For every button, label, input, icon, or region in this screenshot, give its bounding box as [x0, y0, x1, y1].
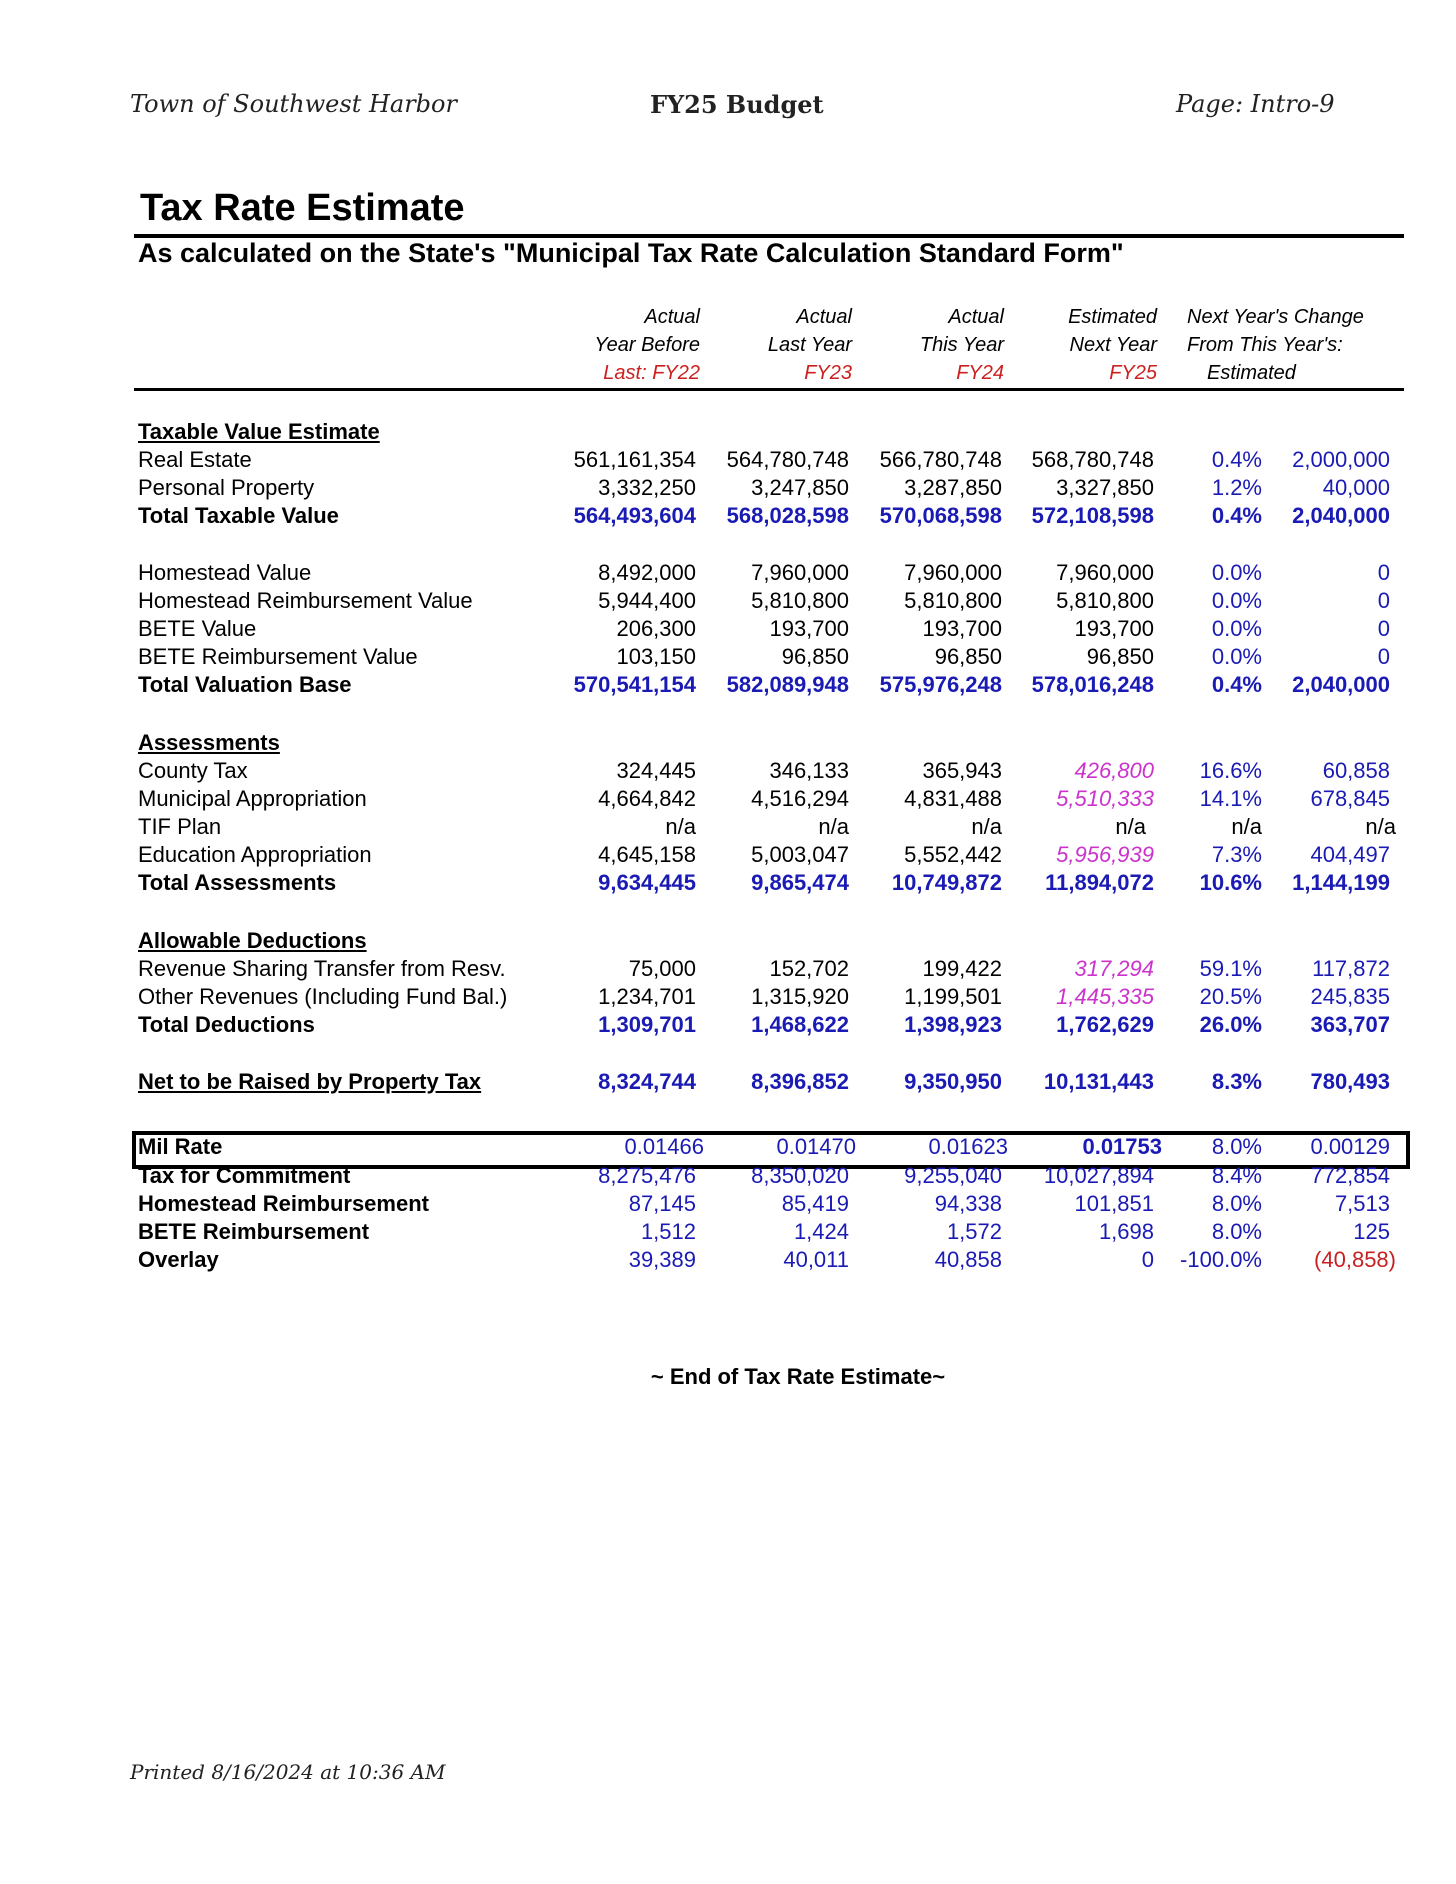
- cell-fy22: 75,000: [628, 956, 696, 981]
- cell-change-amt: n/a: [1365, 814, 1396, 839]
- cell-change-pct: 8.0%: [1211, 1219, 1262, 1244]
- cell-fy22: 1,234,701: [598, 984, 696, 1009]
- row-label: Real Estate: [138, 447, 252, 472]
- cell-change-amt: 2,040,000: [1292, 503, 1390, 528]
- cell-change-pct: 8.0%: [1211, 1134, 1262, 1159]
- cell-change-pct: 0.0%: [1211, 616, 1262, 641]
- printed-timestamp: Printed 8/16/2024 at 10:36 AM: [130, 1760, 446, 1784]
- cell-fy24: 193,700: [922, 616, 1002, 641]
- cell-fy25: 5,510,333: [1056, 786, 1154, 811]
- cell-fy24: 10,749,872: [891, 870, 1002, 895]
- cell-change-amt: 772,854: [1310, 1163, 1390, 1188]
- cell-change-amt: 0: [1377, 644, 1390, 669]
- cell-fy25: 578,016,248: [1031, 672, 1154, 697]
- table-row: [0, 813, 1456, 841]
- page-subtitle: As calculated on the State's "Municipal Tax Rate Calculation Standard Form": [138, 238, 1124, 268]
- cell-fy23: 8,350,020: [751, 1163, 849, 1188]
- cell-fy25: 317,294: [1074, 956, 1154, 981]
- cell-change-amt: 0: [1377, 616, 1390, 641]
- row-label: Homestead Reimbursement Value: [138, 588, 473, 613]
- header-rule: [134, 388, 1404, 391]
- table-row: [0, 983, 1456, 1011]
- cell-change-amt: 363,707: [1310, 1012, 1390, 1037]
- cell-fy24: 5,552,442: [904, 842, 1002, 867]
- cell-fy22: 570,541,154: [573, 672, 696, 697]
- cell-fy25: 193,700: [1074, 616, 1154, 641]
- col-header-change: Next Year's Change From This Year's: Estimated: [1187, 306, 1364, 384]
- cell-fy24: 0.01623: [928, 1134, 1008, 1159]
- row-label: Education Appropriation: [138, 842, 372, 867]
- cell-change-amt: 245,835: [1310, 984, 1390, 1009]
- row-label: Other Revenues (Including Fund Bal.): [138, 984, 508, 1009]
- cell-change-amt: 0: [1377, 588, 1390, 613]
- cell-change-pct: 0.4%: [1211, 672, 1262, 697]
- cell-fy24: 1,398,923: [904, 1012, 1002, 1037]
- section-heading: Assessments: [138, 730, 280, 755]
- cell-fy24: 9,255,040: [904, 1163, 1002, 1188]
- col-header-fy23: Actual Last Year FY23: [767, 306, 852, 384]
- row-label: Total Deductions: [138, 1012, 315, 1037]
- total-row: [0, 671, 1456, 699]
- cell-fy23: 152,702: [769, 956, 849, 981]
- cell-fy25: 5,956,939: [1056, 842, 1154, 867]
- cell-fy23: 1,315,920: [751, 984, 849, 1009]
- total-row: [0, 502, 1456, 530]
- table-row: [0, 955, 1456, 983]
- table-row: [0, 615, 1456, 643]
- cell-change-pct: 10.6%: [1199, 870, 1262, 895]
- row-label: Revenue Sharing Transfer from Resv.: [138, 956, 506, 981]
- cell-fy23: 9,865,474: [751, 870, 849, 895]
- cell-fy22: 5,944,400: [598, 588, 696, 613]
- table-row: [0, 1218, 1456, 1246]
- cell-fy23: 346,133: [769, 758, 849, 783]
- cell-fy24: 7,960,000: [904, 560, 1002, 585]
- cell-fy25: 10,027,894: [1043, 1163, 1154, 1188]
- cell-fy25: 0.01753: [1082, 1134, 1162, 1159]
- net-row: [0, 1068, 1456, 1096]
- cell-fy22: 87,145: [628, 1191, 696, 1216]
- cell-fy22: 564,493,604: [573, 503, 696, 528]
- cell-change-amt: 117,872: [1312, 956, 1390, 981]
- header-page-number: Page: Intro-9: [1176, 90, 1335, 118]
- table-row: [0, 1246, 1456, 1274]
- cell-fy25: 1,445,335: [1056, 984, 1154, 1009]
- cell-fy25: 11,894,072: [1045, 870, 1154, 895]
- section-assessments: [0, 729, 1456, 757]
- cell-change-pct: 0.0%: [1211, 588, 1262, 613]
- header-town: Town of Southwest Harbor: [130, 90, 457, 118]
- table-row: [0, 841, 1456, 869]
- row-label: Mil Rate: [138, 1134, 223, 1159]
- table-row: [0, 643, 1456, 671]
- section-heading: Allowable Deductions: [138, 928, 367, 953]
- cell-fy22: 561,161,354: [573, 447, 696, 472]
- row-label: Total Valuation Base: [138, 672, 352, 697]
- row-label: BETE Value: [138, 616, 257, 641]
- cell-fy25: 568,780,748: [1031, 447, 1154, 472]
- total-row: [0, 869, 1456, 897]
- cell-fy22: 8,324,744: [598, 1069, 696, 1094]
- cell-change-pct: n/a: [1231, 814, 1262, 839]
- cell-fy24: n/a: [971, 814, 1002, 839]
- cell-fy23: 5,810,800: [751, 588, 849, 613]
- cell-change-amt: 125: [1353, 1219, 1390, 1244]
- cell-fy25: n/a: [1115, 814, 1146, 839]
- cell-fy25: 1,762,629: [1056, 1012, 1154, 1037]
- cell-change-amt: 780,493: [1310, 1069, 1390, 1094]
- cell-fy23: 0.01470: [776, 1134, 856, 1159]
- cell-fy24: 9,350,950: [904, 1069, 1002, 1094]
- cell-change-pct: 8.3%: [1211, 1069, 1262, 1094]
- cell-fy22: 39,389: [628, 1247, 696, 1272]
- cell-change-pct: 26.0%: [1199, 1012, 1262, 1037]
- cell-change-amt: 40,000: [1322, 475, 1390, 500]
- cell-fy23: 5,003,047: [751, 842, 849, 867]
- page-title: Tax Rate Estimate: [140, 187, 465, 229]
- cell-change-amt: 404,497: [1310, 842, 1390, 867]
- cell-fy24: 199,422: [922, 956, 1002, 981]
- row-label: Homestead Value: [138, 560, 312, 585]
- row-label: County Tax: [138, 758, 248, 783]
- row-label: Personal Property: [138, 475, 315, 500]
- cell-fy24: 3,287,850: [904, 475, 1002, 500]
- cell-fy22: 4,645,158: [598, 842, 696, 867]
- cell-change-pct: 0.0%: [1211, 560, 1262, 585]
- cell-fy22: 324,445: [616, 758, 696, 783]
- cell-change-amt: (40,858): [1314, 1247, 1396, 1272]
- cell-fy23: 7,960,000: [751, 560, 849, 585]
- cell-change-pct: 20.5%: [1199, 984, 1262, 1009]
- section-taxable: [0, 418, 1456, 446]
- cell-change-pct: 0.4%: [1211, 503, 1262, 528]
- total-row: [0, 1011, 1456, 1039]
- end-note: ~ End of Tax Rate Estimate~: [650, 1364, 946, 1389]
- cell-change-pct: 8.4%: [1211, 1163, 1262, 1188]
- cell-change-amt: 2,040,000: [1292, 672, 1390, 697]
- cell-fy22: 206,300: [616, 616, 696, 641]
- table-row: [0, 587, 1456, 615]
- row-label: TIF Plan: [138, 814, 222, 839]
- cell-fy23: 564,780,748: [726, 447, 849, 472]
- table-row: [0, 1190, 1456, 1218]
- cell-fy23: 568,028,598: [726, 503, 849, 528]
- cell-fy25: 1,698: [1098, 1219, 1154, 1244]
- cell-change-amt: 2,000,000: [1292, 447, 1390, 472]
- row-label: Total Assessments: [138, 870, 337, 895]
- cell-fy22: 1,512: [640, 1219, 696, 1244]
- cell-fy24: 570,068,598: [879, 503, 1002, 528]
- row-label: Total Taxable Value: [138, 503, 339, 528]
- cell-change-amt: 678,845: [1310, 786, 1390, 811]
- table-row: [0, 474, 1456, 502]
- cell-fy23: 582,089,948: [726, 672, 849, 697]
- table-row: [0, 446, 1456, 474]
- section-heading: Taxable Value Estimate: [138, 419, 380, 444]
- cell-fy24: 1,572: [946, 1219, 1002, 1244]
- cell-fy25: 3,327,850: [1056, 475, 1154, 500]
- cell-fy24: 566,780,748: [879, 447, 1002, 472]
- row-label: Net to be Raised by Property Tax: [138, 1069, 482, 1094]
- cell-fy25: 96,850: [1086, 644, 1154, 669]
- table-row: [0, 785, 1456, 813]
- cell-fy25: 101,851: [1074, 1191, 1154, 1216]
- row-label: Tax for Commitment: [138, 1163, 351, 1188]
- cell-change-amt: 0: [1377, 560, 1390, 585]
- col-header-fy25: Estimated Next Year FY25: [1068, 306, 1157, 384]
- cell-fy23: n/a: [818, 814, 849, 839]
- cell-fy25: 7,960,000: [1056, 560, 1154, 585]
- cell-fy23: 85,419: [781, 1191, 849, 1216]
- cell-fy25: 426,800: [1074, 758, 1154, 783]
- cell-fy23: 40,011: [783, 1247, 849, 1272]
- row-label: Overlay: [138, 1247, 219, 1272]
- cell-fy23: 8,396,852: [751, 1069, 849, 1094]
- cell-change-pct: 1.2%: [1211, 475, 1262, 500]
- cell-change-pct: 16.6%: [1199, 758, 1262, 783]
- cell-fy22: n/a: [665, 814, 696, 839]
- cell-change-pct: -100.0%: [1180, 1247, 1262, 1272]
- cell-change-pct: 59.1%: [1199, 956, 1262, 981]
- cell-fy23: 3,247,850: [751, 475, 849, 500]
- cell-fy23: 4,516,294: [751, 786, 849, 811]
- cell-change-pct: 14.1%: [1199, 786, 1262, 811]
- cell-fy22: 8,275,476: [598, 1163, 696, 1188]
- cell-change-amt: 0.00129: [1310, 1134, 1390, 1159]
- cell-fy24: 94,338: [934, 1191, 1002, 1216]
- cell-fy24: 575,976,248: [879, 672, 1002, 697]
- cell-fy25: 5,810,800: [1056, 588, 1154, 613]
- col-header-fy22: Actual Year Before Last: FY22: [594, 306, 700, 384]
- header-budget: FY25 Budget: [650, 90, 824, 119]
- cell-fy22: 9,634,445: [598, 870, 696, 895]
- cell-change-pct: 0.4%: [1211, 447, 1262, 472]
- section-deductions: [0, 927, 1456, 955]
- cell-fy24: 1,199,501: [904, 984, 1002, 1009]
- row-label: Municipal Appropriation: [138, 786, 367, 811]
- cell-fy25: 10,131,443: [1043, 1069, 1154, 1094]
- cell-fy22: 1,309,701: [598, 1012, 696, 1037]
- cell-fy24: 40,858: [934, 1247, 1002, 1272]
- cell-fy25: 0: [1141, 1247, 1154, 1272]
- cell-fy22: 3,332,250: [598, 475, 696, 500]
- cell-fy22: 4,664,842: [598, 786, 696, 811]
- cell-fy24: 5,810,800: [904, 588, 1002, 613]
- cell-fy25: 572,108,598: [1031, 503, 1154, 528]
- table-row: [0, 1162, 1456, 1190]
- row-label: BETE Reimbursement Value: [138, 644, 418, 669]
- cell-fy23: 1,424: [793, 1219, 849, 1244]
- cell-change-pct: 7.3%: [1211, 842, 1262, 867]
- cell-change-amt: 1,144,199: [1292, 870, 1390, 895]
- cell-fy24: 365,943: [922, 758, 1002, 783]
- mil-rate-row: [0, 1133, 1456, 1161]
- table-row: [0, 559, 1456, 587]
- cell-change-pct: 8.0%: [1211, 1191, 1262, 1216]
- cell-change-pct: 0.0%: [1211, 644, 1262, 669]
- cell-fy22: 103,150: [616, 644, 696, 669]
- cell-fy23: 1,468,622: [751, 1012, 849, 1037]
- cell-fy23: 193,700: [769, 616, 849, 641]
- cell-fy24: 4,831,488: [904, 786, 1002, 811]
- row-label: Homestead Reimbursement: [138, 1191, 429, 1216]
- cell-change-amt: 60,858: [1322, 758, 1390, 783]
- cell-fy22: 8,492,000: [598, 560, 696, 585]
- cell-fy22: 0.01466: [624, 1134, 704, 1159]
- cell-fy23: 96,850: [781, 644, 849, 669]
- col-header-fy24: Actual This Year FY24: [919, 306, 1004, 384]
- cell-fy24: 96,850: [934, 644, 1002, 669]
- row-label: BETE Reimbursement: [138, 1219, 370, 1244]
- cell-change-amt: 7,513: [1334, 1191, 1390, 1216]
- table-row: [0, 757, 1456, 785]
